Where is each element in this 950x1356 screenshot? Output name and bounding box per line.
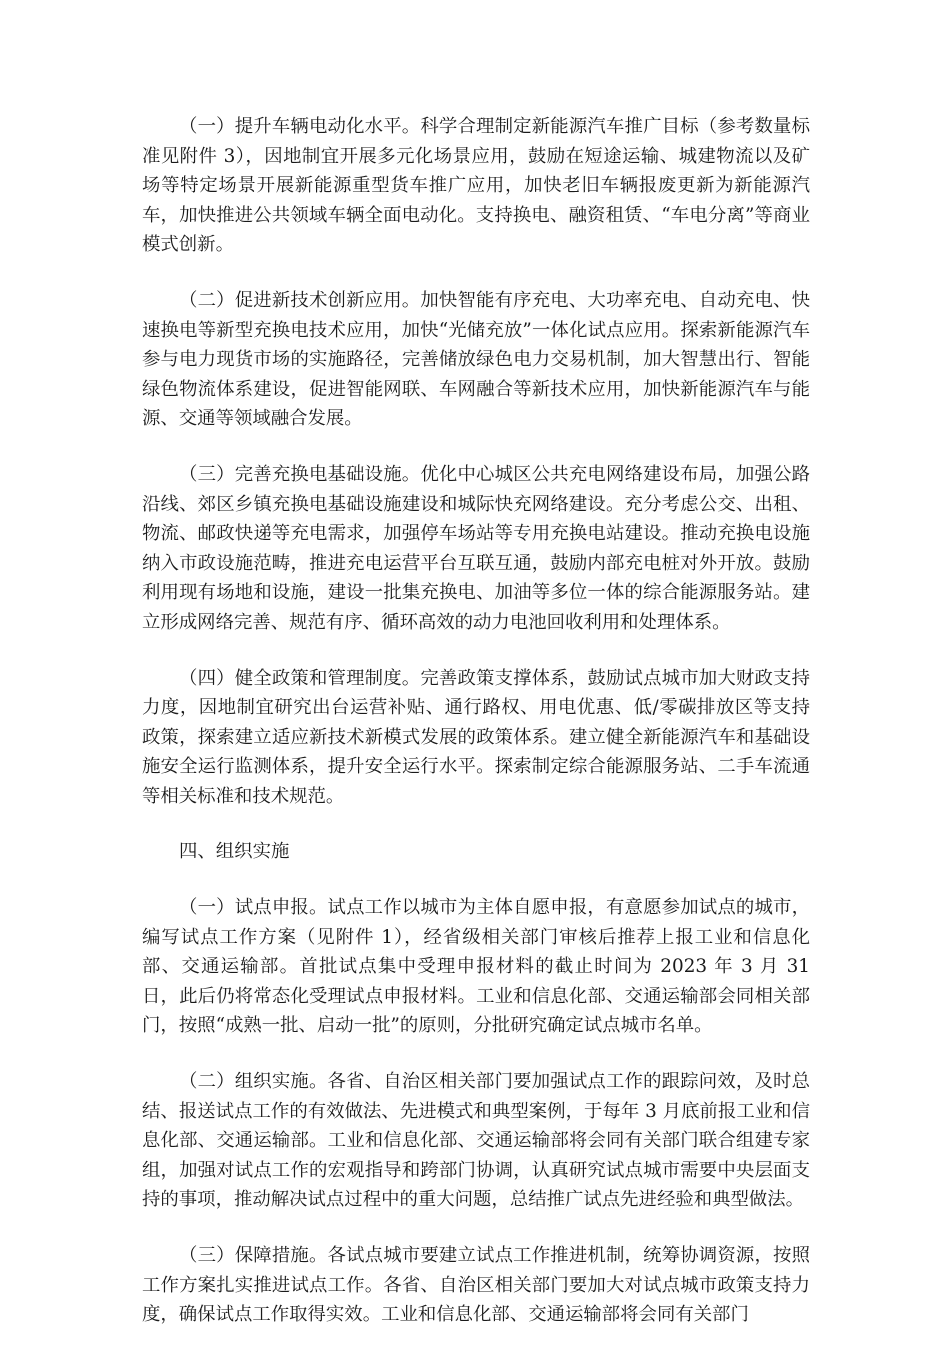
paragraph-organization-implementation: （二）组织实施。各省、自治区相关部门要加强试点工作的跟踪问效，及时总结、报送试点工作的有效做法、先进模式和典型案例，于每年 3 月底前报工业和信息化部、交通运输部。工业和信息化部、交通运输部将会同有关部门联合组建专家组，加强对试点工作的宏观指导和跨部门协调，认真研究试点城市需要中央层面支持的事项，推动解决试点过程中的重大问题，总结推广试点先进经验和典型做法。 (142, 1071, 810, 1211)
paragraph-new-technology: （二）促进新技术创新应用。加快智能有序充电、大功率充电、自动充电、快速换电等新型充换电技术应用，加快“光储充放”一体化试点应用。探索新能源汽车参与电力现货市场的实施路径，完善储放绿色电力交易机制，加大智慧出行、智能绿色物流体系建设，促进智能网联、车网融合等新技术应用，加快新能源汽车与能源、交通等领域融合发展。 (142, 289, 810, 430)
paragraph-charging-infrastructure: （三）完善充换电基础设施。优化中心城区公共充电网络建设布局，加强公路沿线、郊区乡镇充换电基础设施建设和城际快充网络建设。充分考虑公交、出租、物流、邮政快递等充电需求，加强停车场站等专用充换电站建设。推动充换电设施纳入市政设施范畴，推进充电运营平台互联互通，鼓励内部充电桩对外开放。鼓励利用现有场地和设施，建设一批集充换电、加油等多位一体的综合能源服务站。建立形成网络完善、规范有序、循环高效的动力电池回收利用和处理体系。 (142, 463, 810, 633)
paragraph-pilot-application: （一）试点申报。试点工作以城市为主体自愿申报，有意愿参加试点的城市，编写试点工作方案（见附件 1），经省级相关部门审核后推荐上报工业和信息化部、交通运输部。首批试点集中受理申报材料的截止时间为 2023 年 3 月 31 日，此后仍将常态化受理试点申报材料。工业和信息化部、交通运输部会同相关部门，按照“成熟一批、启动一批”的原则，分批研究确定试点城市名单。 (142, 897, 810, 1037)
section-heading-organization: 四、组织实施 (179, 841, 290, 863)
document-body (142, 112, 810, 1356)
paragraph-policy-management: （四）健全政策和管理制度。完善政策支撑体系，鼓励试点城市加大财政支持力度，因地制宜研究出台运营补贴、通行路权、用电优惠、低/零碳排放区等支持政策，探索建立适应新技术新模式发展的政策体系。建立健全新能源汽车和基础设施安全运行监测体系，提升安全运行水平。探索制定综合能源服务站、二手车流通等相关标准和技术规范。 (142, 667, 810, 807)
paragraph-vehicle-electrification: （一）提升车辆电动化水平。科学合理制定新能源汽车推广目标（参考数量标准见附件 3），因地制宜开展多元化场景应用，鼓励在短途运输、城建物流以及矿场等特定场景开展新能源重型货车推广应用，加快老旧车辆报废更新为新能源汽车，加快推进公共领域车辆全面电动化。支持换电、融资租赁、“车电分离”等商业模式创新。 (142, 116, 810, 256)
paragraph-safeguard-measures: （三）保障措施。各试点城市要建立试点工作推进机制，统筹协调资源，按照工作方案扎实推进试点工作。各省、自治区相关部门要加大对试点城市政策支持力度，确保试点工作取得实效。工业和信息化部、交通运输部将会同有关部门 (142, 1245, 810, 1326)
